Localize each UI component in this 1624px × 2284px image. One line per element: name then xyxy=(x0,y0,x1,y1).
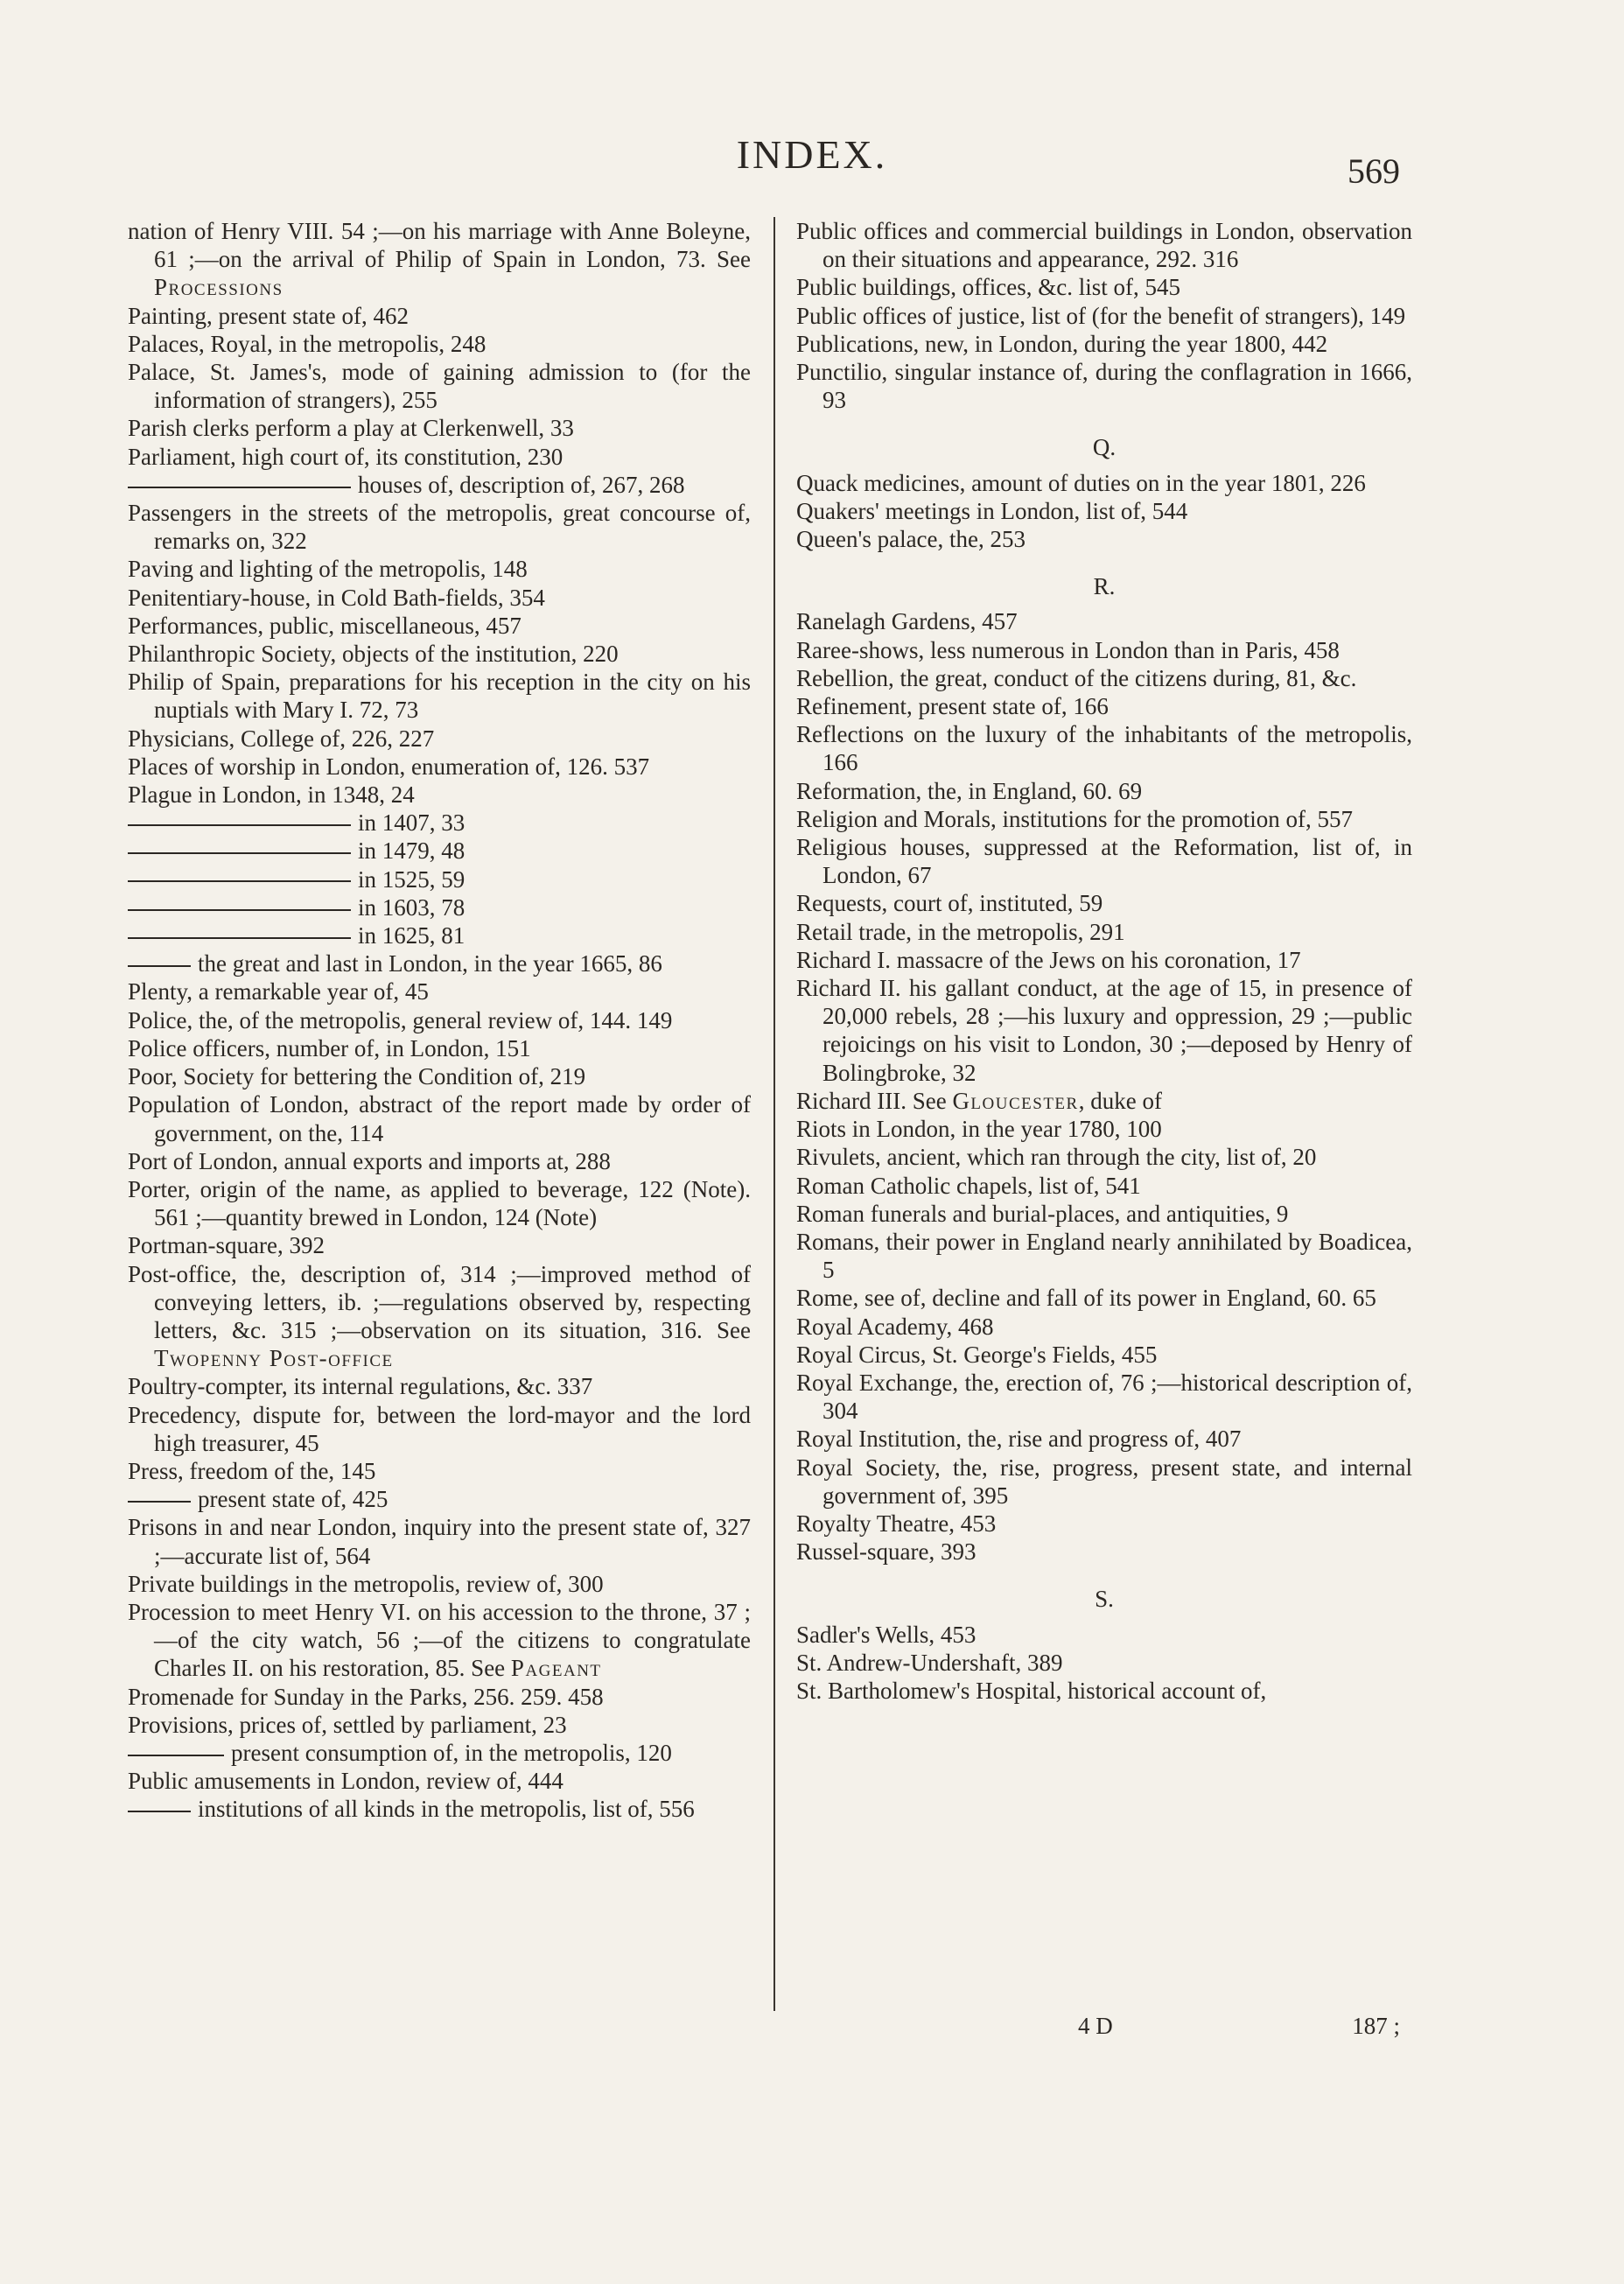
index-entry xyxy=(796,1200,1412,1228)
index-entry xyxy=(796,636,1412,664)
entry-text: Passengers in the streets of the metropolis, great concourse of, remarks on, 322 xyxy=(128,500,751,555)
index-entry xyxy=(128,612,751,640)
ditto-rule xyxy=(128,909,351,911)
entry-text: St. Andrew-Undershaft, 389 xyxy=(796,1649,1063,1676)
page-title: INDEX. xyxy=(736,132,888,177)
index-entry xyxy=(128,1570,751,1598)
index-entry xyxy=(796,1510,1412,1538)
ditto-rule xyxy=(128,965,191,967)
index-entry xyxy=(128,1513,751,1569)
cross-reference: Twopenny Post-office xyxy=(154,1345,394,1372)
entry-text: St. Bartholomew's Hospital, historical account of, xyxy=(796,1677,1267,1704)
entry-text: Publications, new, in London, during the year 1800, 442 xyxy=(796,330,1328,357)
index-entry xyxy=(796,889,1412,917)
cross-reference: Pageant xyxy=(510,1655,602,1682)
index-entry xyxy=(796,1538,1412,1566)
index-entry xyxy=(128,1598,751,1683)
index-entry xyxy=(128,640,751,668)
index-entry xyxy=(796,1143,1412,1171)
index-entry xyxy=(796,720,1412,776)
entry-text: Private buildings in the metropolis, review of, 300 xyxy=(128,1570,604,1597)
index-entry xyxy=(128,753,751,781)
index-entry xyxy=(796,469,1412,497)
entry-text: Plague in London, in 1348, 24 xyxy=(128,781,415,809)
page-number: 569 xyxy=(1348,151,1400,191)
entry-text: Philip of Spain, preparations for his reception in the city on his nuptials with Mary I. 72, 73 xyxy=(128,669,751,724)
entry-text: present consumption of, in the metropolis, 120 xyxy=(231,1739,672,1766)
index-entry xyxy=(796,1425,1412,1453)
entry-text: Queen's palace, the, 253 xyxy=(796,526,1026,553)
index-column-right xyxy=(796,217,1412,1705)
entry-text: institutions of all kinds in the metropolis, list of, 556 xyxy=(198,1796,695,1823)
index-entry xyxy=(796,1172,1412,1200)
entry-text: in 1603, 78 xyxy=(358,893,466,921)
entry-text: Requests, court of, instituted, 59 xyxy=(796,890,1103,917)
index-entry xyxy=(128,1683,751,1711)
section-letter: R. xyxy=(1093,573,1116,600)
entry-text: Refinement, present state of, 166 xyxy=(796,693,1109,720)
index-entry xyxy=(128,302,751,330)
entry-text: Religion and Morals, institutions for the promotion of, 557 xyxy=(796,805,1353,832)
index-entry xyxy=(128,471,751,499)
index-entry xyxy=(128,499,751,555)
cross-reference: Gloucester xyxy=(952,1087,1079,1114)
index-entry xyxy=(796,692,1412,720)
index-entry xyxy=(796,946,1412,974)
entry-text: Post-office, the, description of, 314 ;—improved method of conveying letters, ib. ;—regulations observed by, respecting letters, &c. 315 ;—observation on its situation, 316. See xyxy=(128,1260,751,1343)
ditto-rule xyxy=(128,880,351,882)
entry-text: Riots in London, in the year 1780, 100 xyxy=(796,1116,1162,1143)
entry-text: Public buildings, offices, &c. list of, 545 xyxy=(796,274,1180,301)
entry-text: Paving and lighting of the metropolis, 148 xyxy=(128,556,528,583)
column-divider xyxy=(774,217,775,2011)
index-entry xyxy=(128,725,751,753)
ditto-rule xyxy=(128,1501,191,1503)
entry-text: Romans, their power in England nearly annihilated by Boadicea, 5 xyxy=(796,1228,1412,1284)
index-entry xyxy=(796,358,1412,414)
entry-text: Retail trade, in the metropolis, 291 xyxy=(796,918,1125,945)
entry-text: Rebellion, the great, conduct of the citizens during, 81, &c. xyxy=(796,664,1357,691)
entry-text: Russel-square, 393 xyxy=(796,1538,976,1566)
index-entry xyxy=(128,1260,751,1373)
entry-text: Painting, present state of, 462 xyxy=(128,302,409,329)
entry-text: Royal Institution, the, rise and progress of, 407 xyxy=(796,1426,1242,1453)
entry-text: Roman funerals and burial-places, and antiquities, 9 xyxy=(796,1200,1289,1227)
entry-text: Public offices of justice, list of (for the benefit of strangers), 149 xyxy=(796,302,1406,329)
index-entry xyxy=(128,1711,751,1739)
index-entry xyxy=(128,1090,751,1146)
entry-text: nation of Henry VIII. 54 ;—on his marriage with Anne Boleyne, 61 ;—on the arrival of Philip of Spain in London, 73. See xyxy=(128,218,751,273)
entry-text: Quack medicines, amount of duties on in the year 1801, 226 xyxy=(796,469,1366,496)
entry-text: Reformation, the, in England, 60. 69 xyxy=(796,777,1143,804)
entry-text: Poor, Society for bettering the Condition of, 219 xyxy=(128,1063,586,1090)
index-entry xyxy=(796,273,1412,301)
entry-text: Public offices and commercial buildings in London, observation on their situations and appearance, 292. 316 xyxy=(796,218,1412,273)
entry-text: Reflections on the luxury of the inhabitants of the metropolis, 166 xyxy=(796,721,1412,776)
entry-text: in 1407, 33 xyxy=(358,809,466,837)
index-entry xyxy=(796,302,1412,330)
index-entry xyxy=(128,1739,751,1767)
entry-text: Population of London, abstract of the report made by order of government, on the, 114 xyxy=(128,1091,751,1146)
entry-text: in 1479, 48 xyxy=(358,837,466,865)
index-entry xyxy=(128,893,751,921)
entry-text: Provisions, prices of, settled by parliament, 23 xyxy=(128,1711,567,1738)
entry-text: houses of, description of, 267, 268 xyxy=(358,471,685,498)
entry-text: Porter, origin of the name, as applied to beverage, 122 (Note). 561 ;—quantity brewed in London, 124 (Note) xyxy=(128,1175,751,1231)
index-entry xyxy=(796,1115,1412,1143)
entry-text: Port of London, annual exports and imports at, 288 xyxy=(128,1147,611,1174)
index-entry xyxy=(128,668,751,724)
index-entry xyxy=(128,443,751,471)
index-entry xyxy=(796,805,1412,833)
index-entry xyxy=(128,837,751,865)
index-entry xyxy=(796,330,1412,358)
index-entry xyxy=(796,525,1412,553)
index-entry xyxy=(128,1485,751,1513)
index-entry xyxy=(128,949,751,977)
ditto-rule xyxy=(128,824,351,826)
index-entry xyxy=(128,921,751,949)
index-entry xyxy=(128,330,751,358)
entry-text: Ranelagh Gardens, 457 xyxy=(796,608,1018,635)
entry-text: Royalty Theatre, 453 xyxy=(796,1510,997,1537)
index-entry xyxy=(796,1341,1412,1369)
entry-text: Royal Society, the, rise, progress, present state, and internal government of, 395 xyxy=(796,1454,1412,1509)
index-column-left xyxy=(128,217,751,1824)
entry-text: Parliament, high court of, its constitution, 230 xyxy=(128,443,564,470)
entry-text: Richard I. massacre of the Jews on his coronation, 17 xyxy=(796,946,1301,973)
entry-text: Poultry-compter, its internal regulations, &c. 337 xyxy=(128,1373,593,1400)
index-entry xyxy=(128,865,751,893)
ditto-rule xyxy=(128,487,351,488)
index-entry xyxy=(796,664,1412,692)
index-entry xyxy=(796,1649,1412,1677)
entry-text: Philanthropic Society, objects of the institution, 220 xyxy=(128,641,619,668)
entry-text: Raree-shows, less numerous in London than in Paris, 458 xyxy=(796,636,1340,663)
entry-text: the great and last in London, in the year 1665, 86 xyxy=(198,950,662,977)
index-entry xyxy=(796,833,1412,889)
entry-text: Richard II. his gallant conduct, at the age of 15, in presence of 20,000 rebels, 28 ;—his luxury and oppression, 29 ;—public rejoicings on his visit to London, 30 ;—deposed by Henry of Bolingbroke, 32 xyxy=(796,975,1412,1086)
entry-text: Press, freedom of the, 145 xyxy=(128,1457,376,1484)
index-entry xyxy=(128,217,751,302)
index-entry xyxy=(796,1454,1412,1510)
entry-text: in 1625, 81 xyxy=(358,922,466,949)
index-entry xyxy=(128,977,751,1005)
entry-text: Parish clerks perform a play at Clerkenwell, 33 xyxy=(128,415,574,442)
cross-reference: Processions xyxy=(154,274,284,301)
signature-mark: 4 D xyxy=(1078,2013,1113,2039)
ditto-rule xyxy=(128,1755,224,1756)
entry-text: in 1525, 59 xyxy=(358,865,466,893)
index-entry xyxy=(128,414,751,442)
index-entry xyxy=(128,1062,751,1090)
entry-text: Quakers' meetings in London, list of, 544 xyxy=(796,497,1188,524)
entry-text: Rivulets, ancient, which ran through the city, list of, 20 xyxy=(796,1144,1317,1171)
index-entry xyxy=(128,1006,751,1034)
index-entry xyxy=(128,1034,751,1062)
index-entry xyxy=(128,1767,751,1795)
entry-text: Roman Catholic chapels, list of, 541 xyxy=(796,1172,1141,1199)
index-entry xyxy=(128,555,751,583)
index-entry xyxy=(796,1677,1412,1705)
entry-text: Penitentiary-house, in Cold Bath-fields, 354 xyxy=(128,584,545,611)
index-entry xyxy=(128,584,751,612)
entry-text: Royal Academy, 468 xyxy=(796,1313,994,1340)
index-entry xyxy=(128,809,751,837)
index-entry xyxy=(796,918,1412,946)
entry-text: Physicians, College of, 226, 227 xyxy=(128,725,435,752)
entry-text: Precedency, dispute for, between the lord-mayor and the lord high treasurer, 45 xyxy=(128,1401,751,1456)
index-entry xyxy=(796,1087,1412,1115)
index-entry xyxy=(128,1147,751,1175)
section-letter: Q. xyxy=(1092,434,1116,461)
entry-text: Performances, public, miscellaneous, 457 xyxy=(128,612,522,639)
index-entry xyxy=(796,1621,1412,1649)
entry-text: Richard III. See xyxy=(796,1087,953,1114)
index-entry xyxy=(796,777,1412,805)
index-entry xyxy=(128,1795,751,1823)
entry-text: Palace, St. James's, mode of gaining admission to (for the information of strangers), 255 xyxy=(128,359,751,414)
ditto-rule xyxy=(128,852,351,854)
entry-text-tail: , duke of xyxy=(1078,1087,1162,1114)
index-entry xyxy=(796,1369,1412,1425)
section-letter: S. xyxy=(1095,1586,1114,1613)
index-entry xyxy=(128,1457,751,1485)
entry-text: Police officers, number of, in London, 151 xyxy=(128,1034,531,1061)
catchword: 187 ; xyxy=(1352,2013,1400,2039)
ditto-rule xyxy=(128,1811,191,1812)
entry-text: Promenade for Sunday in the Parks, 256. 259. 458 xyxy=(128,1683,604,1710)
index-entry xyxy=(796,1284,1412,1312)
index-entry xyxy=(128,1231,751,1259)
entry-text: Prisons in and near London, inquiry into the present state of, 327 ;—accurate list of, 564 xyxy=(128,1514,751,1569)
index-entry xyxy=(796,1313,1412,1341)
index-entry xyxy=(796,974,1412,1087)
index-entry xyxy=(128,781,751,809)
entry-text: Royal Circus, St. George's Fields, 455 xyxy=(796,1341,1158,1368)
index-entry xyxy=(128,358,751,414)
entry-text: Plenty, a remarkable year of, 45 xyxy=(128,978,429,1005)
page-footer xyxy=(875,2013,1400,2040)
entry-text: Police, the, of the metropolis, general review of, 144. 149 xyxy=(128,1006,673,1033)
index-entry xyxy=(128,1175,751,1231)
index-entry xyxy=(128,1401,751,1457)
index-entry xyxy=(796,1228,1412,1284)
entry-text: Rome, see of, decline and fall of its power in England, 60. 65 xyxy=(796,1285,1376,1312)
ditto-rule xyxy=(128,937,351,939)
index-entry xyxy=(796,497,1412,525)
entry-text: Portman-square, 392 xyxy=(128,1232,325,1259)
entry-text: Places of worship in London, enumeration of, 126. 537 xyxy=(128,753,650,780)
entry-text: present state of, 425 xyxy=(198,1486,388,1513)
entry-text: Sadler's Wells, 453 xyxy=(796,1621,976,1648)
entry-text: Punctilio, singular instance of, during the conflagration in 1666, 93 xyxy=(796,359,1412,414)
entry-text: Religious houses, suppressed at the Reformation, list of, in London, 67 xyxy=(796,834,1412,889)
entry-text: Public amusements in London, review of, 444 xyxy=(128,1768,564,1795)
index-entry xyxy=(796,217,1412,273)
entry-text: Procession to meet Henry VI. on his accession to the throne, 37 ;—of the city watch, 56 ;—of the citizens to congratulate Charles II. on his restoration, 85. See xyxy=(128,1598,751,1682)
index-entry xyxy=(128,1372,751,1400)
index-entry xyxy=(796,607,1412,635)
entry-text: Palaces, Royal, in the metropolis, 248 xyxy=(128,330,486,357)
entry-text: Royal Exchange, the, erection of, 76 ;—historical description of, 304 xyxy=(796,1369,1412,1425)
